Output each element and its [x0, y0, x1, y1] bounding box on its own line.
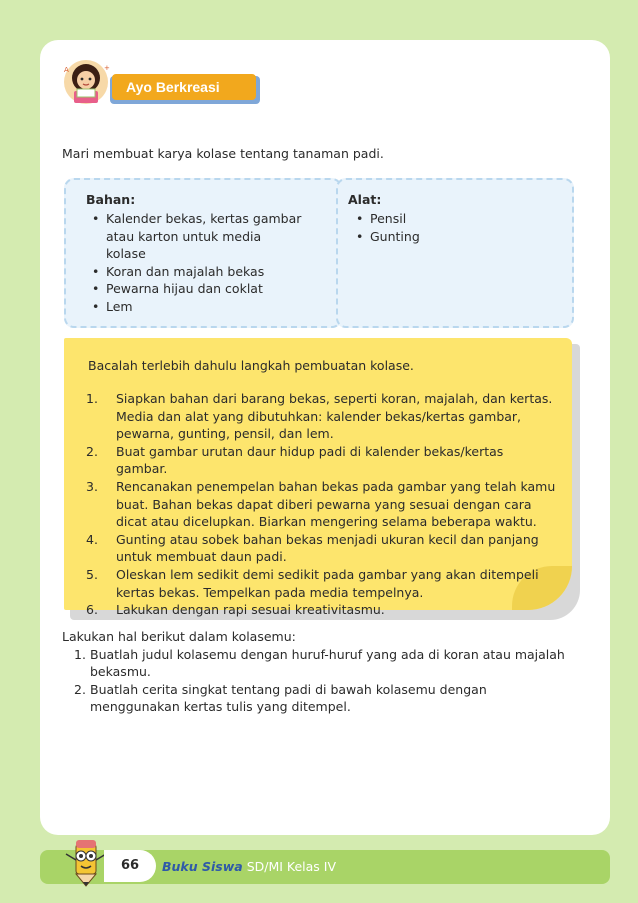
bahan-box	[64, 178, 342, 328]
bahan-title: Bahan:	[86, 192, 136, 207]
list-item: • Lem	[92, 298, 302, 316]
svg-text:+: +	[104, 64, 110, 72]
step-item: 5. Oleskan lem sedikit demi sedikit pada gambar yang akan ditempeli kertas bekas. Tempelkan pada media tempelnya.	[86, 566, 539, 600]
list-item: • Koran dan majalah bekas	[92, 263, 302, 281]
step-item: 1. Siapkan bahan dari barang bekas, seperti koran, majalah, dan kertas. Media dan alat yang dibutuhkan: kalender bekas/kertas gambar, pewarna, gunting, pensil, dan lem.	[86, 391, 553, 442]
note-title: Bacalah terlebih dahulu langkah pembuatan kolase.	[88, 358, 414, 373]
svg-text:A: A	[64, 66, 69, 74]
page-number: 66	[104, 850, 156, 882]
bahan-list	[92, 210, 302, 315]
steps-list	[86, 390, 556, 619]
step-item: 3. Rencanakan penempelan bahan bekas pada gambar yang telah kamu buat. Bahan bekas dapat diberi pewarna yang sesuai dengan cara dicat atau dicelupkan. Biarkan mengering selama beberapa waktu.	[86, 478, 556, 530]
sticky-note	[64, 338, 580, 620]
list-item: • Gunting	[356, 228, 420, 246]
task-item: 1. Buatlah judul kolasemu dengan huruf-huruf yang ada di koran atau majalah bekasmu.	[74, 646, 565, 679]
pencil-mascot-icon	[62, 834, 110, 888]
alat-list	[356, 210, 420, 245]
list-item: • Kalender bekas, kertas gambar atau karton untuk media kolase	[92, 210, 302, 263]
list-item: • Pewarna hijau dan coklat	[92, 280, 302, 298]
step-item: 6. Lakukan dengan rapi sesuai kreativitasmu.	[86, 602, 385, 618]
tasks-section	[62, 628, 572, 716]
step-item: 4. Gunting atau sobek bahan bekas menjadi ukuran kecil dan panjang untuk membuat daun padi.	[86, 531, 539, 565]
step-item: 2. Buat gambar urutan daur hidup padi di kalender bekas/kertas gambar.	[86, 443, 504, 477]
footer-book-title: Buku Siswa SD/MI Kelas IV	[162, 859, 337, 874]
task-item: 2. Buatlah cerita singkat tentang padi di bawah kolasemu dengan menggunakan kertas tulis yang ditempel.	[74, 681, 487, 714]
alat-title: Alat:	[348, 192, 382, 207]
tasks-intro: Lakukan hal berikut dalam kolasemu:	[62, 629, 296, 644]
intro-text: Mari membuat karya kolase tentang tanaman padi.	[62, 146, 384, 161]
note-body	[64, 338, 572, 618]
section-badge: Ayo Berkreasi	[112, 74, 256, 100]
alat-box	[336, 178, 574, 328]
list-item: • Pensil	[356, 210, 420, 228]
